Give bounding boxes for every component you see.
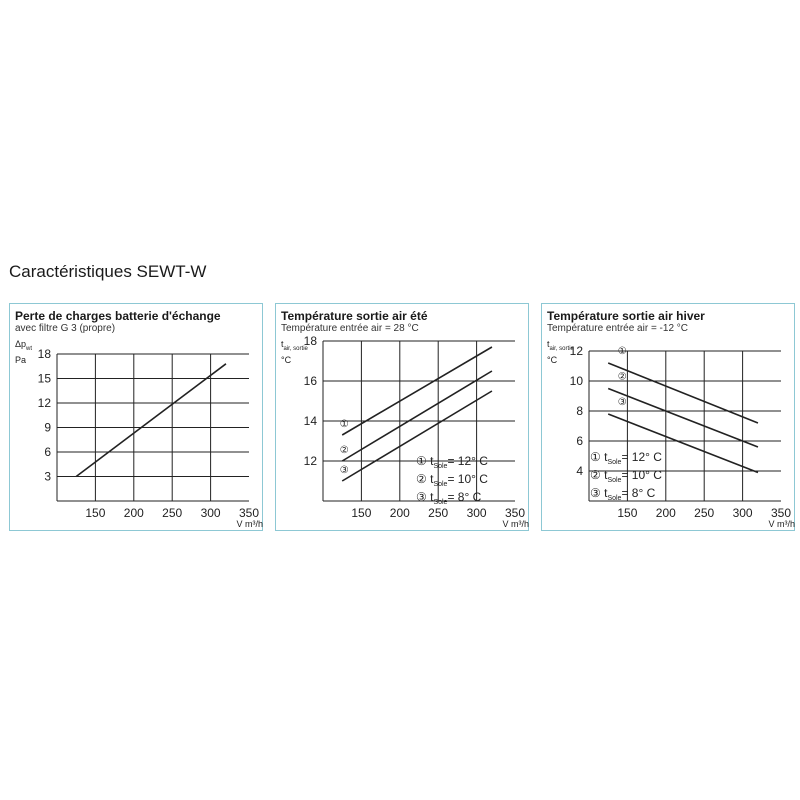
- x-tick-label: 300: [466, 506, 487, 520]
- series-marker-label: ①: [339, 419, 349, 430]
- legend-entry: [590, 450, 662, 466]
- y-axis-subscript: wt: [26, 345, 33, 352]
- x-tick-label: 300: [200, 506, 221, 520]
- legend-marker: ① t: [416, 454, 434, 468]
- y-axis-symbol: t: [281, 339, 284, 349]
- legend-value: = 10° C: [447, 472, 488, 486]
- x-tick-label: 350: [504, 506, 526, 520]
- chart-title: Perte de charges batterie d'échange: [15, 309, 221, 323]
- x-tick-label: 200: [123, 506, 144, 520]
- series-marker-label: ③: [617, 397, 627, 408]
- legend-entry: [416, 490, 482, 506]
- x-tick-label: 200: [389, 506, 410, 520]
- series-marker-label: ②: [339, 445, 349, 456]
- y-tick-label: 3: [44, 469, 51, 484]
- legend-marker: ① t: [590, 450, 608, 464]
- series-line: [76, 364, 226, 477]
- y-axis-unit: °C: [281, 354, 292, 365]
- legend-value: = 8° C: [621, 486, 656, 500]
- chart-plot: [276, 304, 530, 532]
- legend-entry: [416, 454, 488, 470]
- series-marker-label: ①: [617, 346, 627, 357]
- x-tick-label: 250: [694, 506, 715, 520]
- x-tick-label: 150: [351, 506, 372, 520]
- series-line: [608, 363, 758, 423]
- y-tick-label: 14: [303, 414, 317, 428]
- legend-entry: [416, 472, 488, 488]
- series-line: [339, 347, 492, 435]
- y-tick-label: 12: [37, 396, 51, 410]
- legend-value: = 12° C: [621, 450, 662, 464]
- legend-subscript: Sole: [607, 477, 622, 484]
- legend-entry: [590, 468, 662, 484]
- chart-plot: [542, 304, 796, 532]
- y-tick-label: 6: [576, 434, 583, 448]
- y-tick-label: 12: [569, 344, 583, 358]
- chart-title: Température sortie air hiver: [547, 309, 705, 323]
- chart-panel-pressure-loss: [9, 303, 263, 531]
- x-tick-label: 150: [85, 506, 106, 520]
- x-tick-label: 300: [732, 506, 753, 520]
- x-axis-label: V m³/h: [502, 519, 529, 529]
- chart-plot: [10, 304, 264, 532]
- y-axis-subscript: air, sortie: [549, 345, 574, 352]
- series-line: [339, 371, 492, 461]
- legend-marker: ② t: [416, 472, 434, 486]
- legend-marker: ③ t: [416, 490, 434, 504]
- page-heading: Caractéristiques SEWT-W: [9, 262, 207, 281]
- legend-value: = 12° C: [447, 454, 488, 468]
- y-tick-label: 16: [303, 374, 317, 388]
- y-tick-label: 18: [303, 334, 317, 348]
- legend-subscript: Sole: [433, 499, 448, 506]
- x-tick-label: 250: [428, 506, 449, 520]
- series-marker-label: ③: [339, 465, 349, 476]
- y-axis-symbol: Δp: [15, 339, 27, 349]
- legend-subscript: Sole: [607, 459, 622, 466]
- y-axis-unit: Pa: [15, 354, 27, 365]
- chart-subtitle: Température entrée air = 28 °C: [281, 323, 419, 334]
- x-tick-label: 150: [617, 506, 638, 520]
- chart-title: Température sortie air été: [281, 309, 428, 323]
- y-tick-label: 6: [44, 445, 51, 459]
- legend-value: = 10° C: [621, 468, 662, 482]
- legend-entry: [590, 486, 656, 502]
- legend-subscript: Sole: [433, 463, 448, 470]
- y-tick-label: 4: [576, 464, 583, 478]
- chart-panel-summer-temperature: [275, 303, 529, 531]
- x-tick-label: 350: [770, 506, 792, 520]
- y-tick-label: 12: [303, 454, 317, 468]
- y-tick-label: 15: [37, 371, 51, 386]
- legend-subscript: Sole: [433, 481, 448, 488]
- x-tick-label: 200: [655, 506, 676, 520]
- legend-subscript: Sole: [607, 495, 622, 502]
- series-line: [608, 389, 758, 448]
- y-tick-label: 8: [576, 404, 583, 418]
- y-axis-unit: °C: [547, 354, 558, 365]
- y-axis-symbol: t: [547, 339, 550, 349]
- x-tick-label: 250: [162, 506, 183, 520]
- legend-marker: ③ t: [590, 486, 608, 500]
- y-tick-label: 9: [44, 420, 51, 435]
- x-axis-label: V m³/h: [768, 519, 795, 529]
- x-axis-label: V m³/h: [236, 519, 263, 529]
- y-axis-subscript: air, sortie: [283, 345, 308, 352]
- series-marker-label: ②: [617, 371, 627, 383]
- chart-subtitle: avec filtre G 3 (propre): [15, 323, 116, 334]
- chart-panel-winter-temperature: [541, 303, 795, 531]
- chart-subtitle: Température entrée air = -12 °C: [547, 323, 689, 334]
- y-tick-label: 18: [37, 347, 51, 361]
- legend-value: = 8° C: [447, 490, 482, 504]
- y-tick-label: 10: [569, 374, 583, 388]
- x-tick-label: 350: [238, 506, 260, 520]
- legend-marker: ② t: [590, 468, 608, 482]
